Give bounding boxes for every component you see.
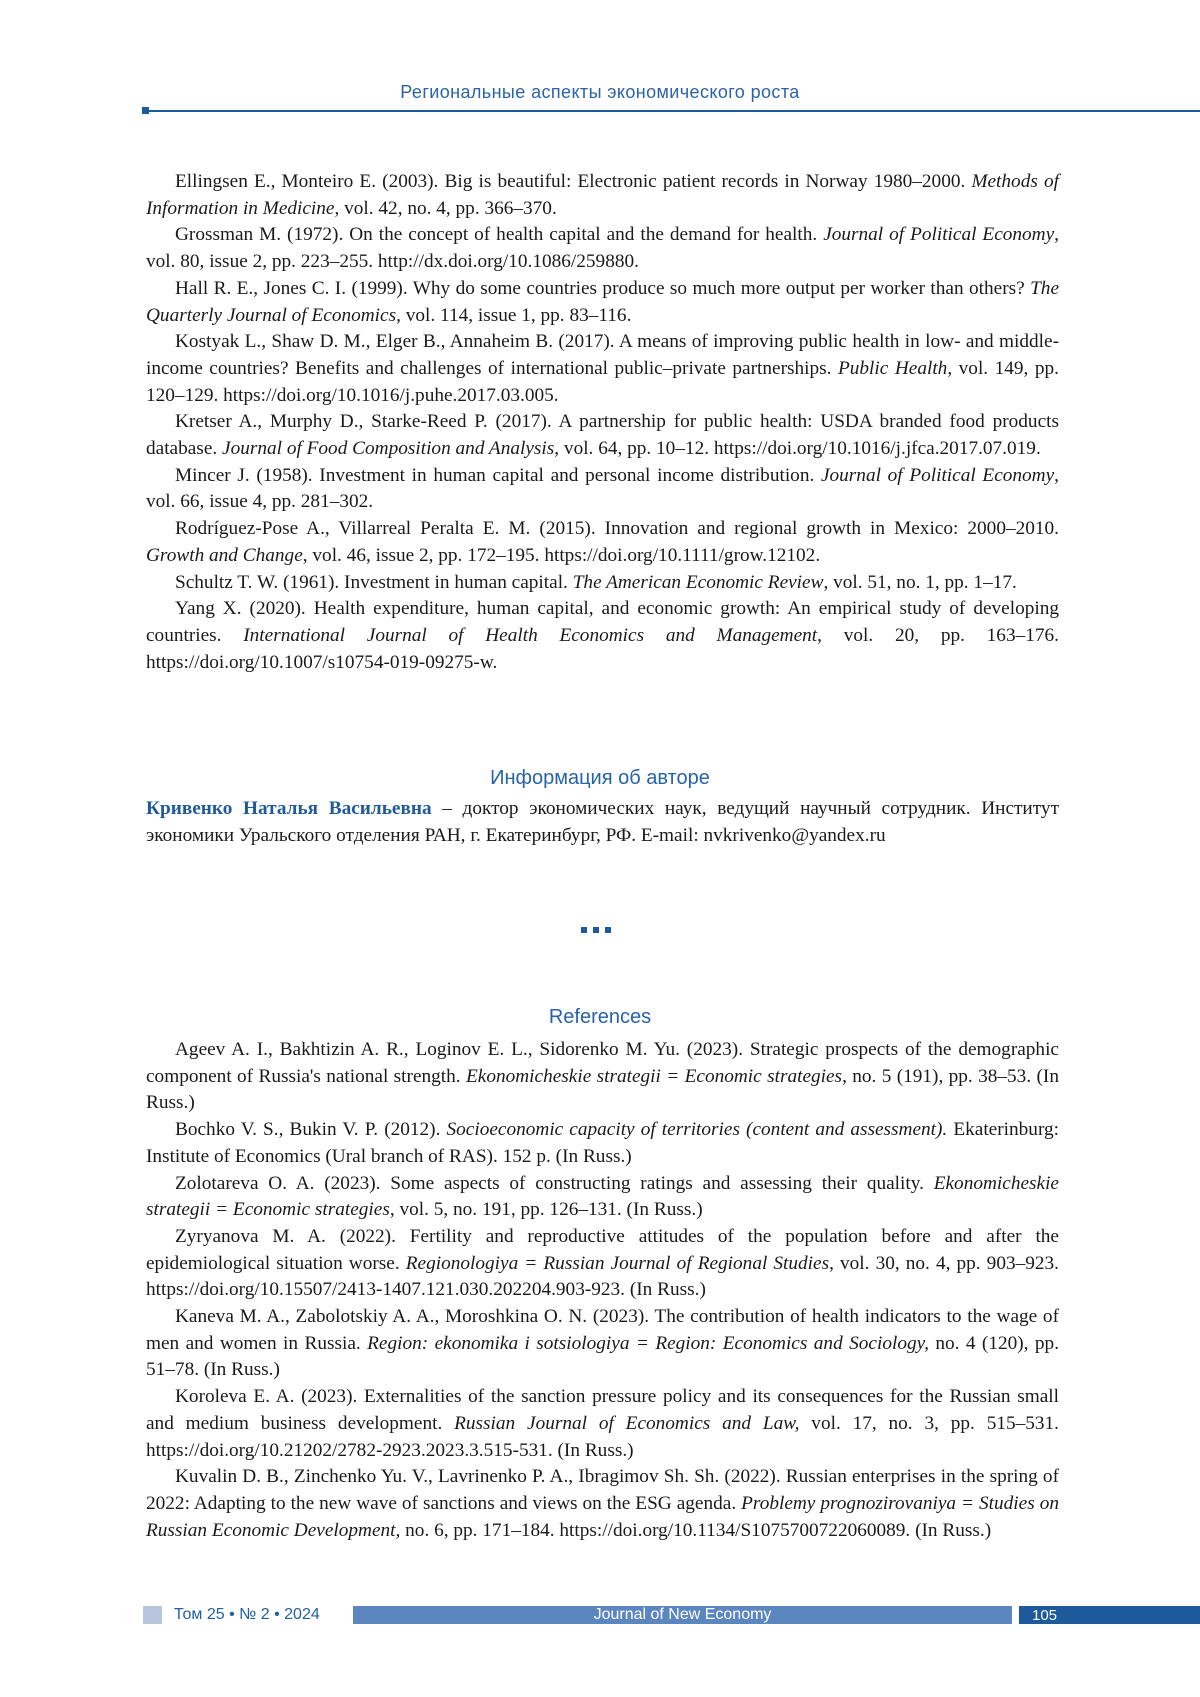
reference-item: Kostyak L., Shaw D. M., Elger B., Annaheim B. (2017). A means of improving public health in low- and middle-income countries? Benefits and challenges of international public–private partnerships. Public Health, vol. 149, pp. 120–129. https://doi.org/10.1016/j.puhe.2017.03.005. [146, 331, 1059, 406]
reference-item: Kaneva M. A., Zabolotskiy A. A., Moroshkina O. N. (2023). The contribution of health indicators to the wage of men and women in Russia. Region: ekonomika i sotsiologiya = Region: Economics and Sociology, no. 4 (120), pp. 51–78. (In Russ.) [146, 1306, 1060, 1381]
author-info [146, 796, 1059, 849]
page-number: 105 [1019, 1606, 1200, 1624]
reference-item: Ellingsen E., Monteiro E. (2003). Big is beautiful: Electronic patient records in Norway 1980–2000. Methods of Information in Medicine, vol. 42, no. 4, pp. 366–370. [146, 171, 1059, 219]
reference-item: Grossman M. (1972). On the concept of health capital and the demand for health. Journal of Political Economy, vol. 80, issue 2, pp. 223–255. http://dx.doi.org/10.1086/259880. [146, 224, 1059, 273]
reference-item: Kuvalin D. B., Zinchenko Yu. V., Lavrinenko P. A., Ibragimov Sh. Sh. (2022). Russian enterprises in the spring of 2022: Adapting to the new wave of sanctions and views on the ESG agenda. Problemy prognozirovaniya = Studies on Russian Economic Development, no. 6, pp. 171–184. https://doi.org/10.1134/S1075700722060089. (In Russ.) [146, 1466, 1059, 1541]
reference-item: Hall R. E., Jones C. I. (1999). Why do some countries produce so much more output per worker than others? The Quarterly Journal of Economics, vol. 114, issue 1, pp. 83–116. [146, 277, 1059, 326]
footer-journal-name: Journal of New Economy [353, 1606, 1012, 1624]
section-separator-dots [581, 920, 621, 928]
reference-item: Zyryanova M. A. (2022). Fertility and reproductive attitudes of the population before and after the epidemiological situation worse. Regionologiya = Russian Journal of Regional Studies, vol. 30, no. 4, pp. 903–923. https://doi.org/10.15507/2413-1407.121.030.202204.903-923. (In Russ.) [146, 1225, 1059, 1301]
page-footer [0, 1605, 1200, 1625]
author-details: – доктор экономических наук, ведущий научный сотрудник. Институт экономики Уральского отделения РАН, г. Екатеринбург, РФ. E-mail: nvkrivenko@yandex.ru [146, 798, 1059, 846]
reference-item: Ageev A. I., Bakhtizin A. R., Loginov E. L., Sidorenko M. Yu. (2023). Strategic prospects of the demographic component of Russia's national strength. Ekonomicheskie strategii = Economic strategies, no. 5 (191), pp. 38–53. (In Russ.) [146, 1039, 1059, 1114]
header-rule [146, 110, 1200, 112]
reference-item: Bochko V. S., Bukin V. P. (2012). Socioeconomic capacity of territories (content and assessment). Ekaterinburg: Institute of Economics (Ural branch of RAS). 152 p. (In Russ.) [146, 1119, 1060, 1167]
reference-item: Zolotareva O. A. (2023). Some aspects of constructing ratings and assessing their quality. Ekonomicheskie strategii = Economic strategies, vol. 5, no. 191, pp. 126–131. (In Russ.) [146, 1172, 1059, 1221]
footer-issue: Том 25 • № 2 • 2024 [174, 1606, 320, 1623]
references-heading: References [548, 1006, 652, 1028]
reference-item: Kretser A., Murphy D., Starke-Reed P. (2017). A partnership for public health: USDA branded food products database. Journal of Food Composition and Analysis, vol. 64, pp. 10–12. https://doi.org/10.1016/j.jfca.2017.07.019. [146, 411, 1059, 460]
author-info-heading: Информация об авторе [490, 767, 710, 789]
reference-item: Mincer J. (1958). Investment in human capital and personal income distribution. Journal of Political Economy, vol. 66, issue 4, pp. 281–302. [146, 464, 1059, 513]
reference-item: Schultz T. W. (1961). Investment in human capital. The American Economic Review, vol. 51, no. 1, pp. 1–17. [175, 571, 1017, 593]
reference-list-top [146, 169, 1059, 676]
footer-square-icon [143, 1606, 162, 1624]
reference-list-bottom [146, 1037, 1059, 1544]
author-name: Кривенко Наталья Васильевна [146, 798, 432, 819]
running-header: Региональные аспекты экономического роста [400, 82, 800, 102]
reference-item: Yang X. (2020). Health expenditure, human capital, and economic growth: An empirical study of developing countries. International Journal of Health Economics and Management, vol. 20, pp. 163–176. https://doi.org/10.1007/s10754-019-09275-w. [146, 598, 1059, 673]
reference-item: Rodríguez-Pose A., Villarreal Peralta E. M. (2015). Innovation and regional growth in Mexico: 2000–2010. Growth and Change, vol. 46, issue 2, pp. 172–195. https://doi.org/10.1111/grow.12102. [146, 518, 1059, 566]
reference-item: Koroleva E. A. (2023). Externalities of the sanction pressure policy and its consequences for the Russian small and medium business development. Russian Journal of Economics and Law, vol. 17, no. 3, pp. 515–531. https://doi.org/10.21202/2782-2923.2023.3.515-531. (In Russ.) [146, 1386, 1059, 1461]
